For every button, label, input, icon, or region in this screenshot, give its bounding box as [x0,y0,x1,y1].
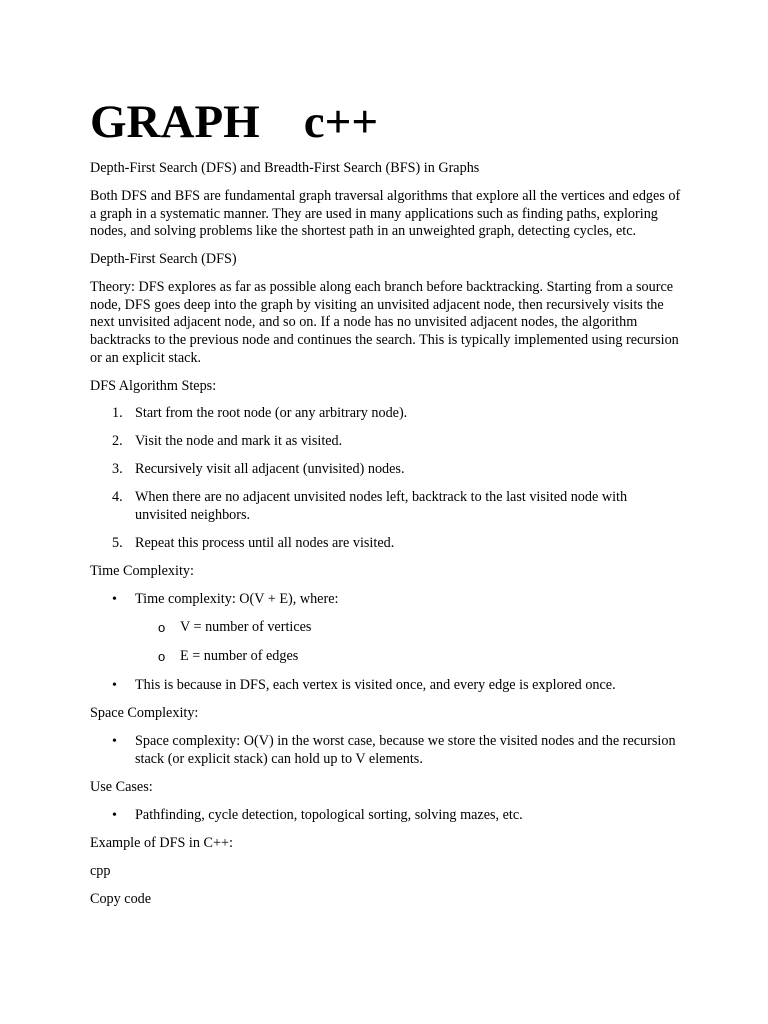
example-heading: Example of DFS in C++: [90,834,233,851]
list-item-text: Start from the root node (or any arbitrary node). [135,405,408,422]
list-number: 2. [112,433,123,450]
list-item [90,461,682,479]
list-item [90,677,682,695]
list-number: 5. [112,535,123,552]
list-item-text: This is because in DFS, each vertex is visited once, and every edge is explored once. [135,677,616,694]
dfs-heading: Depth-First Search (DFS) [90,251,237,268]
intro-paragraph: Both DFS and BFS are fundamental graph traversal algorithms that explore all the vertices and edges of a graph in a systematic manner. They are used in many applications such as finding paths, exploring nodes, and solving problems like the shortest path in an unweighted graph, detecting cycles, etc. [90,187,681,240]
list-item-text: Pathfinding, cycle detection, topological sorting, solving mazes, etc. [135,806,523,823]
list-number: 3. [112,461,123,478]
dfs-steps-list [90,405,682,552]
sub-bullet-icon: o [158,649,166,665]
bullet-icon: • [112,734,117,750]
bullet-icon: • [112,678,117,694]
list-item [90,619,682,637]
list-item [90,807,682,825]
time-complexity-list [90,591,682,609]
list-item-text: Recursively visit all adjacent (unvisited) nodes. [135,461,405,478]
list-item [90,591,682,609]
list-item [90,405,682,423]
title-language: c++ [303,96,379,148]
steps-heading: DFS Algorithm Steps: [90,377,217,394]
list-item-text: Space complexity: O(V) in the worst case, because we store the visited nodes and the recursion stack (or explicit stack) can hold up to V elements. [135,733,676,767]
list-item [90,433,682,451]
copy-code-button[interactable]: Copy code [90,890,152,907]
space-complexity-list [90,733,682,768]
list-number: 1. [112,405,123,422]
space-complexity-heading: Space Complexity: [90,705,199,722]
bullet-icon: • [112,807,117,823]
sub-bullet-icon: o [158,619,166,635]
list-item-text: E = number of edges [180,648,299,665]
page-title [90,96,378,148]
list-item-text: Time complexity: O(V + E), where: [135,590,339,607]
time-complexity-heading: Time Complexity: [90,563,194,579]
use-cases-heading: Use Cases: [90,778,153,795]
list-item-text: V = number of vertices [180,618,312,635]
list-item-text: When there are no adjacent unvisited nodes left, backtrack to the last visited node with unvisited neighbors. [135,489,628,524]
list-item [90,489,682,524]
title-main: GRAPH [90,96,260,148]
bullet-icon: • [112,591,117,607]
list-item [90,733,682,768]
time-complexity-list-continued [90,677,682,695]
use-cases-list [90,807,682,825]
time-complexity-sublist [90,619,682,666]
list-number: 4. [112,489,123,506]
code-language-label: cpp [90,862,111,879]
list-item-text: Repeat this process until all nodes are visited. [135,535,395,552]
list-item [90,535,682,553]
list-item [90,648,682,666]
intro-heading: Depth-First Search (DFS) and Breadth-First Search (BFS) in Graphs [90,160,480,176]
list-item-text: Visit the node and mark it as visited. [135,433,343,450]
document-body [90,160,682,919]
dfs-theory-paragraph: Theory: DFS explores as far as possible along each branch before backtracking. Starting from a source node, DFS goes deep into the graph by visiting an unvisited adjacent node, then recursively visits the next unvisited adjacent node, and so on. If a node has no unvisited adjacent nodes, the algorithm backtracks to the previous node and continues the search. This is typically implemented using recursion or an explicit stack. [90,279,679,366]
